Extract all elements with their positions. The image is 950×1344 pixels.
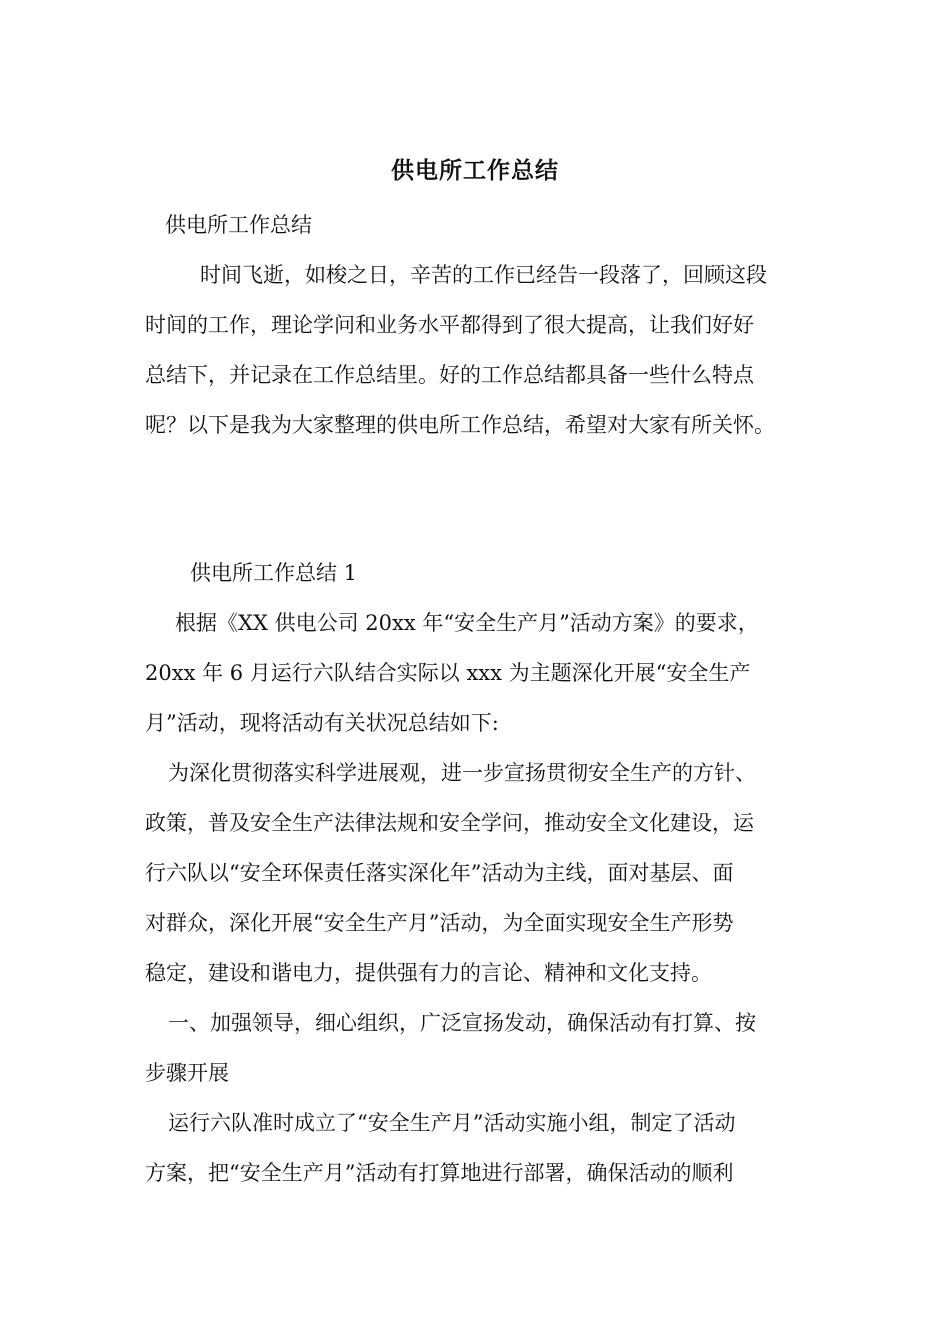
- paragraph-line: 行六队以“安全环保责任落实深化年”活动为主线，面对基层、面: [145, 861, 734, 885]
- paragraph-line: 总结下，并记录在工作总结里。好的工作总结都具备一些什么特点: [145, 363, 754, 387]
- paragraph-line: 20xx 年 6 月运行六队结合实际以 xxx 为主题深化开展“安全生产: [145, 661, 751, 685]
- paragraph-line: 运行六队准时成立了“安全生产月”活动实施小组，制定了活动: [168, 1111, 736, 1135]
- paragraph-line: 步骤开展: [145, 1061, 229, 1085]
- paragraph-line: 呢？以下是我为大家整理的供电所工作总结，希望对大家有所关怀。: [145, 413, 775, 437]
- document-title: 供电所工作总结: [391, 157, 559, 184]
- paragraph-line: 月”活动，现将活动有关状况总结如下:: [145, 711, 499, 735]
- paragraph-line: 对群众，深化开展“安全生产月”活动，为全面实现安全生产形势: [145, 911, 734, 935]
- paragraph-line: 根据《XX 供电公司 20xx 年“安全生产月”活动方案》的要求，: [175, 611, 759, 635]
- paragraph-line: 为深化贯彻落实科学进展观，进一步宣扬贯彻安全生产的方针、: [168, 761, 756, 785]
- paragraph-line: 政策，普及安全生产法律法规和安全学问，推动安全文化建设，运: [145, 811, 754, 835]
- paragraph-line: 时间飞逝，如梭之日，辛苦的工作已经告一段落了，回顾这段: [200, 263, 767, 287]
- paragraph-line: 时间的工作，理论学问和业务水平都得到了很大提高，让我们好好: [145, 313, 754, 337]
- section-heading: 供电所工作总结 1: [190, 561, 358, 585]
- paragraph-line: 稳定，建设和谐电力，提供强有力的言论、精神和文化支持。: [145, 961, 712, 985]
- subtitle-line: 供电所工作总结: [165, 213, 312, 237]
- paragraph-line: 方案，把“安全生产月”活动有打算地进行部署，确保活动的顺利: [145, 1161, 734, 1185]
- section-heading: 一、加强领导，细心组织，广泛宣扬发动，确保活动有打算、按: [168, 1011, 756, 1035]
